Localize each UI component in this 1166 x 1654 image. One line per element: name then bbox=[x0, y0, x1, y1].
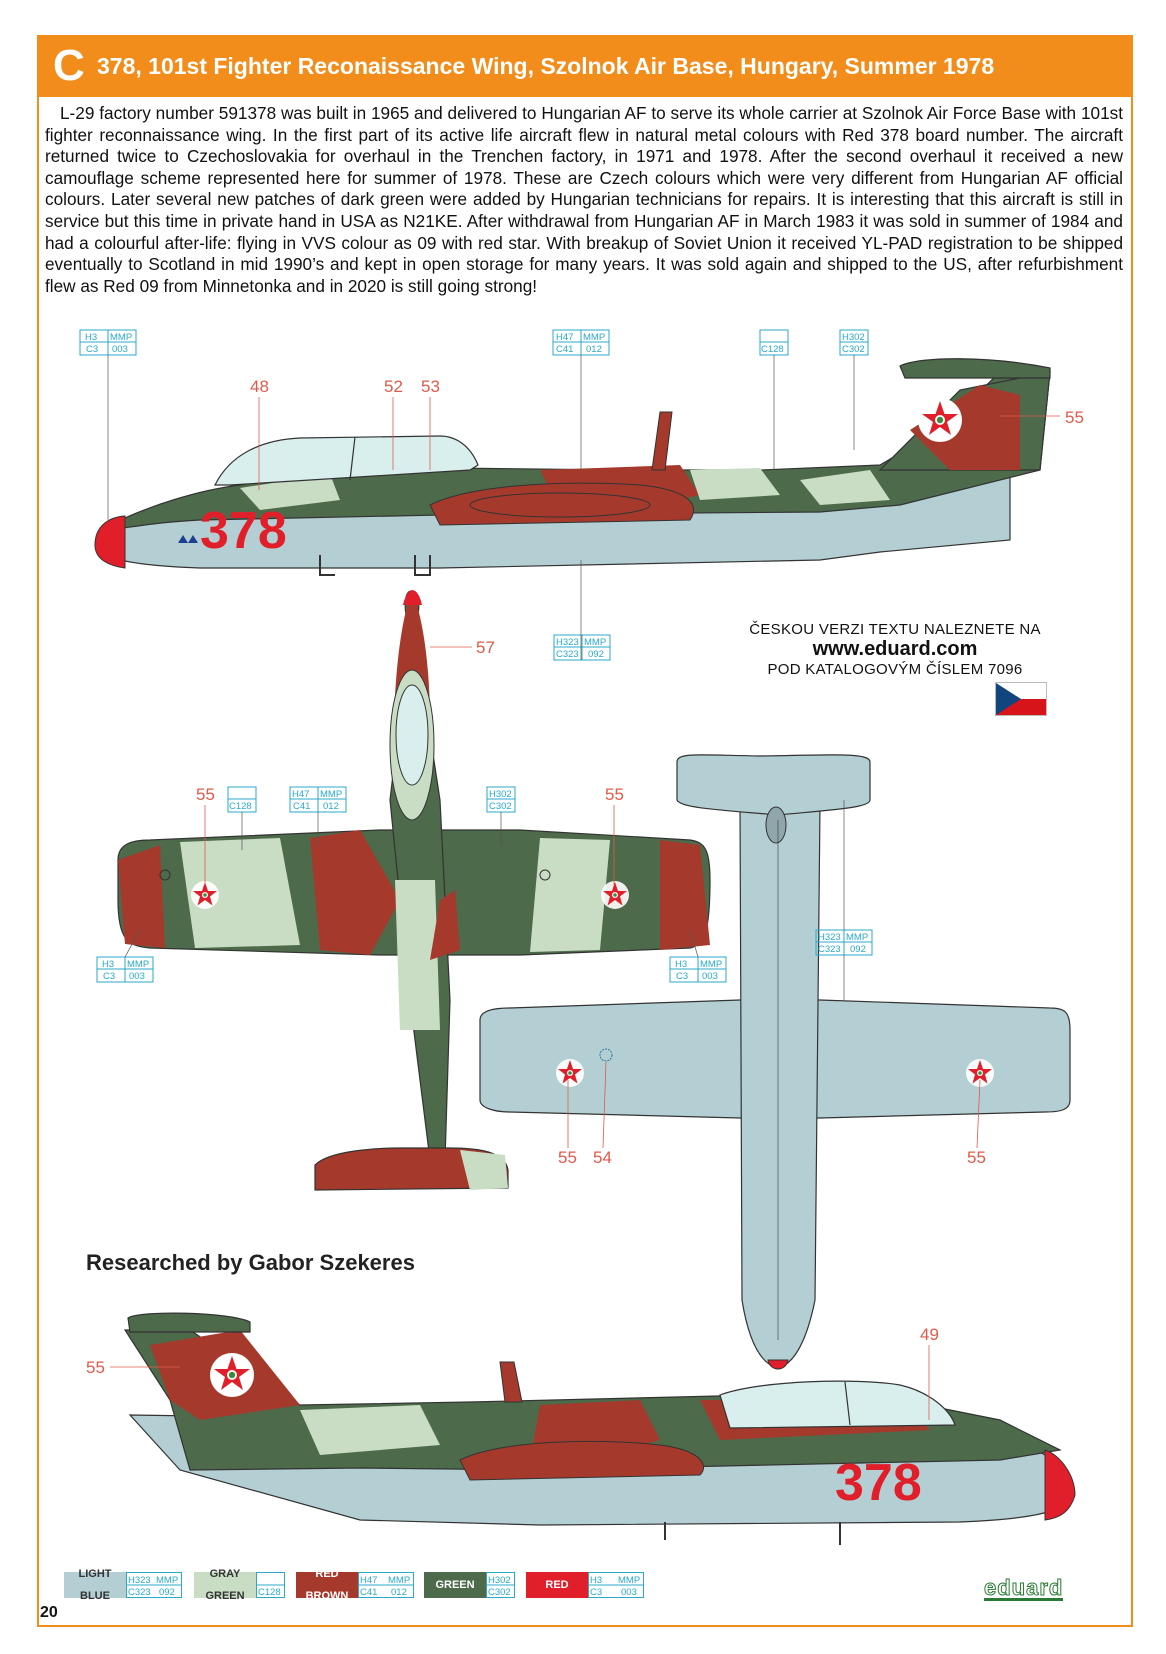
legend-code-c: C41 bbox=[360, 1587, 378, 1598]
code-h3-b: H3 bbox=[102, 959, 115, 970]
history-text: L-29 factory number 591378 was built in 1965 and delivered to Hungarian AF to serve its whole carrier at Szolnok Air Force Base with 101st fighter reconnaissance wing. In the first part of its active life aircraft flew in natural metal colours with Red 378 board number. The aircraft returned twice to Czechoslovakia for overhaul in the Trenchen factory, in 1971 and 1978. After the second overhaul it received a new camouflage scheme represented here for summer of 1978. These are Czech colours which were very different from Hungarian AF official colours. Later several new patches of dark green were added by Hungarian technicians for repairs. It is interesting that this aircraft is still in service but this time in private hand in USA as N21KE. After withdrawal from Hungarian AF in March 1983 it was sold in summer of 1984 and had a colourful after-life: flying in VVS colour as 09 with red star. With breakup of Soviet Union it received YL-PAD registration to be shipped eventually to Scotland in mid 1990’s and kept in open storage for many years. It was sold again and shipped to the US, after refurbishment flew as Red 09 from Minnetonka and in 2020 is still going strong! bbox=[45, 103, 1123, 296]
legend-color-name bbox=[526, 1572, 588, 1598]
legend-color-name bbox=[64, 1567, 126, 1602]
page-number: 20 bbox=[40, 1604, 58, 1621]
code-mmp-e: MMP bbox=[127, 959, 150, 970]
code-mmp-g: MMP bbox=[846, 932, 869, 943]
legend-name-line2: GREEN bbox=[205, 1589, 245, 1602]
code-mmp-b: MMP bbox=[583, 332, 606, 343]
code-c3-a: C3 bbox=[86, 344, 99, 355]
code-003-a: 003 bbox=[112, 344, 128, 355]
researched-by: Researched by Gabor Szekeres bbox=[86, 1250, 415, 1275]
code-h302-a: H302 bbox=[842, 332, 865, 343]
profile-letter: C bbox=[53, 41, 85, 90]
legend-code-mmp: MMP bbox=[388, 1575, 411, 1586]
legend-code-mmp: MMP bbox=[156, 1575, 179, 1586]
code-012-b: 012 bbox=[323, 801, 339, 812]
legend-code-num: 003 bbox=[621, 1587, 637, 1598]
side-view-right bbox=[125, 1313, 1075, 1545]
legend-code-c: C323 bbox=[128, 1587, 151, 1598]
board-number-left: 378 bbox=[200, 502, 287, 560]
code-c302-a: C302 bbox=[842, 344, 865, 355]
callout-48: 48 bbox=[250, 377, 269, 396]
code-h323-a: H323 bbox=[556, 637, 579, 648]
legend-color-name bbox=[424, 1572, 486, 1598]
legend-code-h: H302 bbox=[488, 1575, 511, 1586]
czech-version-note bbox=[740, 621, 1050, 678]
legend-code-h: H3 bbox=[590, 1575, 603, 1586]
legend-color-name bbox=[296, 1567, 358, 1602]
code-003-c: 003 bbox=[702, 971, 718, 982]
code-mmp-f: MMP bbox=[700, 959, 723, 970]
board-number-right: 378 bbox=[835, 1454, 922, 1512]
code-c323-b: C323 bbox=[818, 944, 841, 955]
legend-code-mmp: MMP bbox=[618, 1575, 641, 1586]
legend-name-line1: RED bbox=[545, 1578, 569, 1591]
legend-name-line1: LIGHT bbox=[78, 1567, 112, 1580]
callout-55-d: 55 bbox=[558, 1148, 577, 1167]
callout-57: 57 bbox=[476, 638, 495, 657]
legend-code-c: C302 bbox=[488, 1587, 511, 1598]
eduard-logo: eduard bbox=[984, 1575, 1064, 1600]
callout-55-a: 55 bbox=[1065, 408, 1084, 427]
code-h3-a: H3 bbox=[85, 332, 98, 343]
code-mmp-d: MMP bbox=[320, 789, 343, 800]
callout-55-e: 55 bbox=[967, 1148, 986, 1167]
code-mmp-c: MMP bbox=[584, 637, 607, 648]
legend-code-c: C3 bbox=[590, 1587, 603, 1598]
code-003-b: 003 bbox=[129, 971, 145, 982]
czech-note-line1: ČESKOU VERZI TEXTU NALEZNETE NA bbox=[749, 621, 1041, 638]
legend-name-line2: BLUE bbox=[80, 1589, 110, 1602]
callout-54: 54 bbox=[593, 1148, 612, 1167]
code-092-a: 092 bbox=[588, 649, 604, 660]
callout-49: 49 bbox=[920, 1325, 939, 1344]
legend-code-h: H323 bbox=[128, 1575, 151, 1586]
code-c41-b: C41 bbox=[293, 801, 311, 812]
legend-paint-codes bbox=[588, 1572, 646, 1598]
legend-name-line1: RED bbox=[315, 1567, 339, 1580]
code-h3-c: H3 bbox=[675, 959, 688, 970]
page-title: 378, 101st Fighter Reconaissance Wing, Szolnok Air Base, Hungary, Summer 1978 bbox=[97, 53, 995, 79]
code-h47-a: H47 bbox=[556, 332, 574, 343]
callout-55-f: 55 bbox=[86, 1358, 105, 1377]
callout-55-b: 55 bbox=[196, 785, 215, 804]
code-h47-b: H47 bbox=[292, 789, 310, 800]
legend-code-num: 092 bbox=[159, 1587, 175, 1598]
code-012-a: 012 bbox=[586, 344, 602, 355]
legend-code-num: 012 bbox=[391, 1587, 407, 1598]
legend-name-line1: GRAY bbox=[209, 1567, 241, 1580]
code-c3-c: C3 bbox=[676, 971, 689, 982]
code-092-b: 092 bbox=[850, 944, 866, 955]
code-c128-a: C128 bbox=[761, 344, 784, 355]
legend-name-line1: GREEN bbox=[435, 1578, 475, 1591]
code-c41-a: C41 bbox=[556, 344, 574, 355]
callout-52: 52 bbox=[384, 377, 403, 396]
eduard-website-link[interactable]: www.eduard.com bbox=[812, 638, 978, 660]
code-h323-b: H323 bbox=[818, 932, 841, 943]
code-c323-a: C323 bbox=[556, 649, 579, 660]
callout-55-c: 55 bbox=[605, 785, 624, 804]
czech-flag-icon bbox=[995, 682, 1047, 716]
legend-color-name bbox=[194, 1567, 256, 1602]
code-h302-b: H302 bbox=[489, 789, 512, 800]
legend-paint-codes bbox=[126, 1572, 184, 1598]
legend-paint-codes bbox=[358, 1572, 416, 1598]
side-view-left bbox=[95, 359, 1050, 575]
czech-note-line3: POD KATALOGOVÝM ČÍSLEM 7096 bbox=[767, 661, 1023, 678]
legend-name-line2: BROWN bbox=[305, 1589, 349, 1602]
code-c128-b: C128 bbox=[229, 801, 252, 812]
callout-53: 53 bbox=[421, 377, 440, 396]
code-c3-b: C3 bbox=[103, 971, 116, 982]
legend-code-h: H47 bbox=[360, 1575, 378, 1586]
legend-code-c: C128 bbox=[258, 1587, 281, 1598]
code-c302-b: C302 bbox=[489, 801, 512, 812]
code-mmp-a: MMP bbox=[110, 332, 133, 343]
